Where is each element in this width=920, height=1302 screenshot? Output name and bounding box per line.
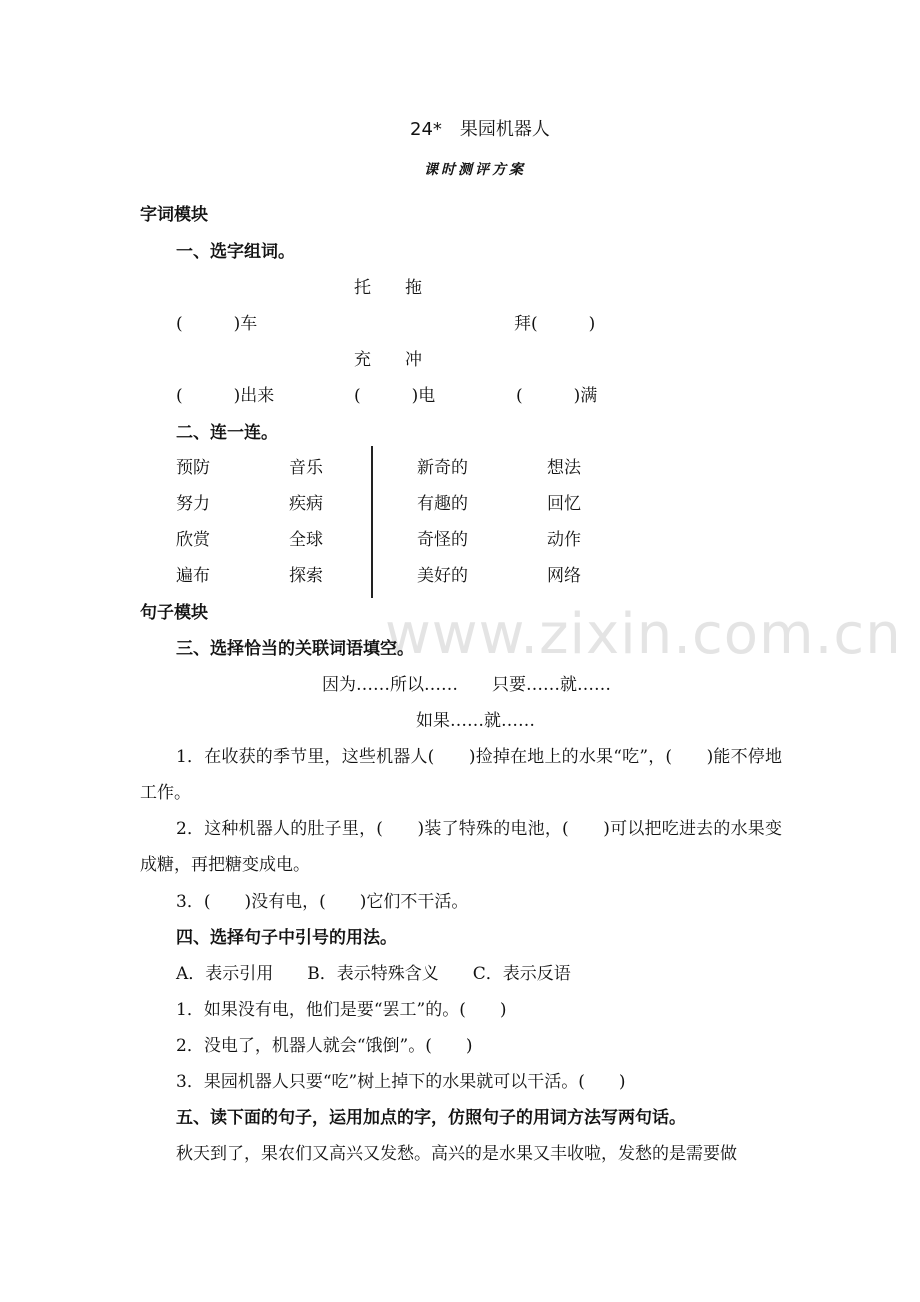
q4-title: 四、选择句子中引号的用法。 xyxy=(176,928,397,948)
q1-blank-5: ( )满 xyxy=(516,386,598,406)
q4-sentence-1: 1．如果没有电，他们是要“罢工”的。( ) xyxy=(176,1000,507,1020)
match-divider xyxy=(371,446,373,598)
match-word: 美好的 xyxy=(417,566,468,586)
module-title-words: 字词模块 xyxy=(140,205,208,225)
q1-blank-3: ( )出来 xyxy=(176,386,275,406)
module-title-sentences: 句子模块 xyxy=(140,603,208,623)
match-word: 探索 xyxy=(289,566,323,586)
q4-sentence-2: 2．没电了，机器人就会“饿倒”。( ) xyxy=(176,1036,473,1056)
q1-char-pair-2: 充 冲 xyxy=(354,350,422,370)
q3-sentence-1: 1．在收获的季节里，这些机器人( )捡掉在地上的水果“吃”，( )能不停地工作。 xyxy=(140,747,782,803)
match-word: 音乐 xyxy=(289,458,323,478)
q2-title: 二、连一连。 xyxy=(176,423,278,443)
match-word: 努力 xyxy=(176,494,210,514)
match-word: 遍布 xyxy=(176,566,210,586)
q5-text: 秋天到了，果农们又高兴又发愁。高兴的是水果又丰收啦，发愁的是需要做 xyxy=(176,1144,737,1164)
match-word: 新奇的 xyxy=(417,458,468,478)
q1-blank-4: ( )电 xyxy=(354,386,436,406)
match-word: 动作 xyxy=(547,530,581,550)
q1-char-pair-1: 托 拖 xyxy=(354,278,422,298)
match-word: 网络 xyxy=(547,566,581,586)
match-word: 全球 xyxy=(289,530,323,550)
q5-title: 五、读下面的句子，运用加点的字，仿照句子的用词方法写两句话。 xyxy=(176,1108,686,1128)
match-word: 疾病 xyxy=(289,494,323,514)
q3-sentence-3: 3．( )没有电，( )它们不干活。 xyxy=(176,892,469,912)
q1-title: 一、选字组词。 xyxy=(176,242,295,262)
q4-sentence-3: 3．果园机器人只要“吃”树上掉下的水果就可以干活。( ) xyxy=(176,1072,626,1092)
q1-blank-2: 拜( ) xyxy=(514,314,596,334)
match-word: 有趣的 xyxy=(417,494,468,514)
match-word: 欣赏 xyxy=(176,530,210,550)
q1-blank-1: ( )车 xyxy=(176,314,258,334)
q3-options-2: 如果……就…… xyxy=(416,711,535,731)
watermark: www.zixin.com.cn xyxy=(385,602,902,667)
match-word: 奇怪的 xyxy=(417,530,468,550)
match-word: 回忆 xyxy=(547,494,581,514)
page-title: 24* 果园机器人 xyxy=(410,119,550,140)
q4-options: A．表示引用 B．表示特殊含义 C．表示反语 xyxy=(176,964,571,984)
match-word: 预防 xyxy=(176,458,210,478)
page-subtitle: 课时测评方案 xyxy=(424,162,526,178)
q3-options-1: 因为……所以…… 只要……就…… xyxy=(322,675,611,695)
match-word: 想法 xyxy=(547,458,581,478)
q3-sentence-2: 2．这种机器人的肚子里，( )装了特殊的电池，( )可以把吃进去的水果变成糖，再把糖变成电。 xyxy=(140,819,782,875)
q3-title: 三、选择恰当的关联词语填空。 xyxy=(176,639,414,659)
